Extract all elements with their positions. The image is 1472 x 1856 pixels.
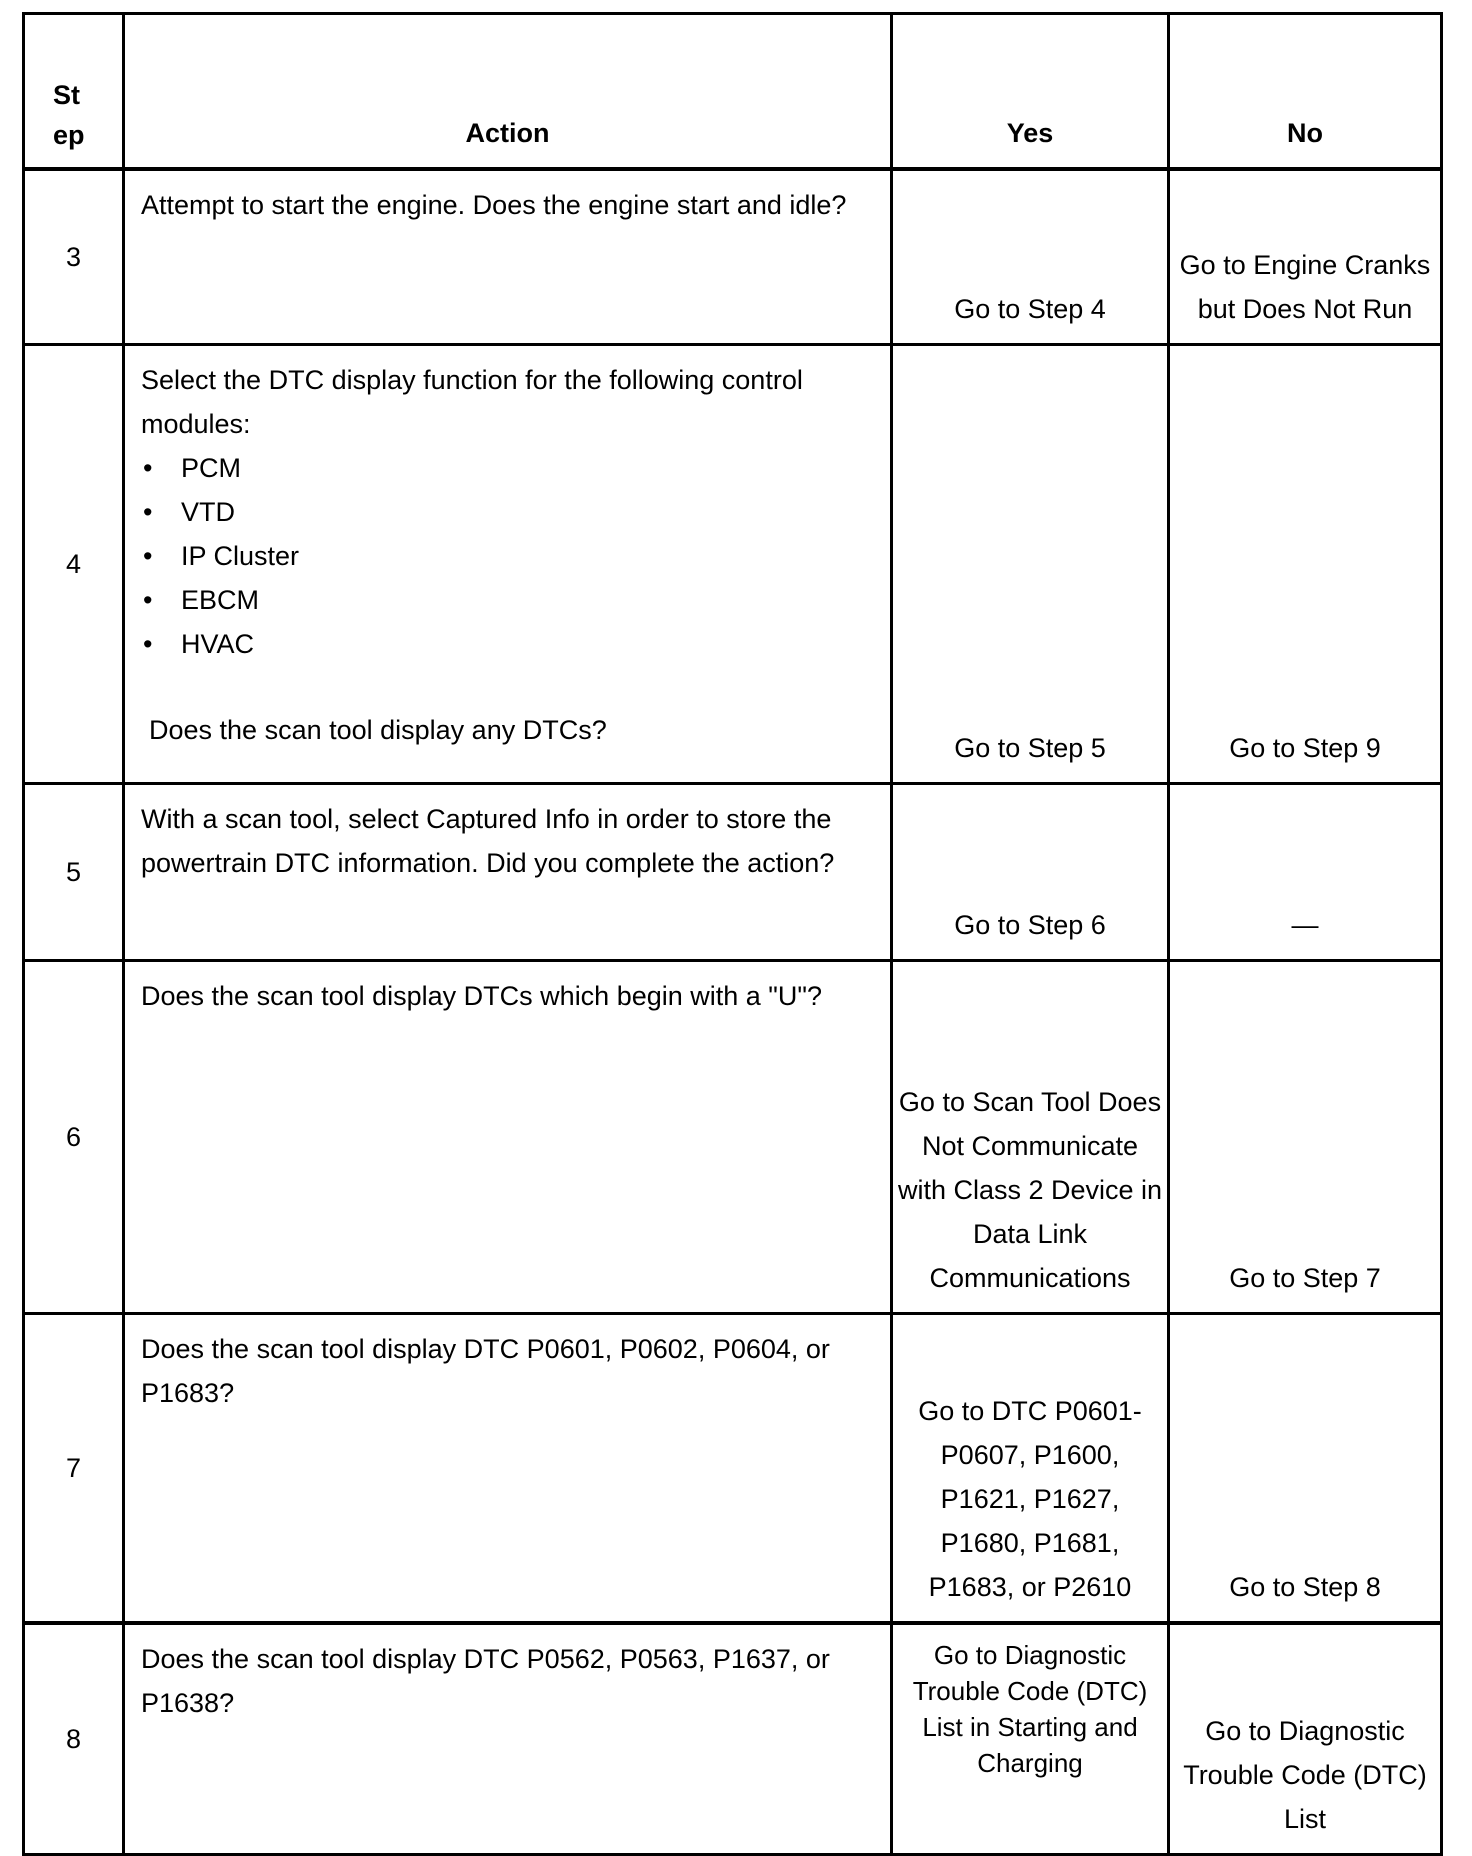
- action-question: Does the scan tool display any DTCs?: [149, 715, 607, 745]
- list-item: • PCM: [141, 446, 874, 490]
- no-result: Go to Engine Cranks but Does Not Run: [1169, 169, 1442, 345]
- no-result: Go to Step 9: [1169, 345, 1442, 784]
- yes-result: Go to Scan Tool Does Not Communicate with Class 2 Device in Data Link Communications: [892, 961, 1169, 1314]
- header-step-line2: ep: [53, 120, 85, 150]
- action-cell: [124, 345, 892, 784]
- header-step: [24, 14, 124, 170]
- step-number: 4: [24, 345, 124, 784]
- no-result: —: [1169, 784, 1442, 961]
- step-number: 5: [24, 784, 124, 961]
- step-number: 8: [24, 1623, 124, 1855]
- table-row: [24, 169, 1442, 345]
- action-text: Does the scan tool display DTC P0601, P0602, P0604, or P1683?: [124, 1314, 892, 1624]
- no-result: Go to Diagnostic Trouble Code (DTC) List: [1169, 1623, 1442, 1855]
- action-text: Does the scan tool display DTC P0562, P0563, P1637, or P1638?: [124, 1623, 892, 1855]
- yes-result: Go to Diagnostic Trouble Code (DTC) List in Starting and Charging: [892, 1623, 1169, 1855]
- header-no: No: [1169, 14, 1442, 170]
- action-text: Does the scan tool display DTCs which begin with a "U"?: [124, 961, 892, 1314]
- list-item: • EBCM: [141, 578, 874, 622]
- step-number: 7: [24, 1314, 124, 1624]
- table-row: [24, 1623, 1442, 1855]
- action-text: Attempt to start the engine. Does the engine start and idle?: [124, 169, 892, 345]
- action-text: Select the DTC display function for the following control modules:: [141, 365, 803, 439]
- step-number: 6: [24, 961, 124, 1314]
- yes-result: Go to Step 5: [892, 345, 1169, 784]
- step-number: 3: [24, 169, 124, 345]
- list-item: • HVAC: [141, 622, 874, 666]
- list-item: • IP Cluster: [141, 534, 874, 578]
- no-result: Go to Step 8: [1169, 1314, 1442, 1624]
- table-row: [24, 345, 1442, 784]
- table-row: [24, 961, 1442, 1314]
- action-text: With a scan tool, select Captured Info in order to store the powertrain DTC information. Did you complete the action?: [124, 784, 892, 961]
- no-result: Go to Step 7: [1169, 961, 1442, 1314]
- yes-result: Go to Step 6: [892, 784, 1169, 961]
- header-yes: Yes: [892, 14, 1169, 170]
- yes-result: Go to DTC P0601-P0607, P1600, P1621, P1627, P1680, P1681, P1683, or P2610: [892, 1314, 1169, 1624]
- header-row: [24, 14, 1442, 170]
- diagnostic-table: [22, 12, 1443, 1856]
- table-row: [24, 1314, 1442, 1624]
- list-item: • VTD: [141, 490, 874, 534]
- module-list: [141, 446, 874, 666]
- header-step-line1: St: [53, 80, 80, 110]
- yes-result: Go to Step 4: [892, 169, 1169, 345]
- header-action: Action: [124, 14, 892, 170]
- table-row: [24, 784, 1442, 961]
